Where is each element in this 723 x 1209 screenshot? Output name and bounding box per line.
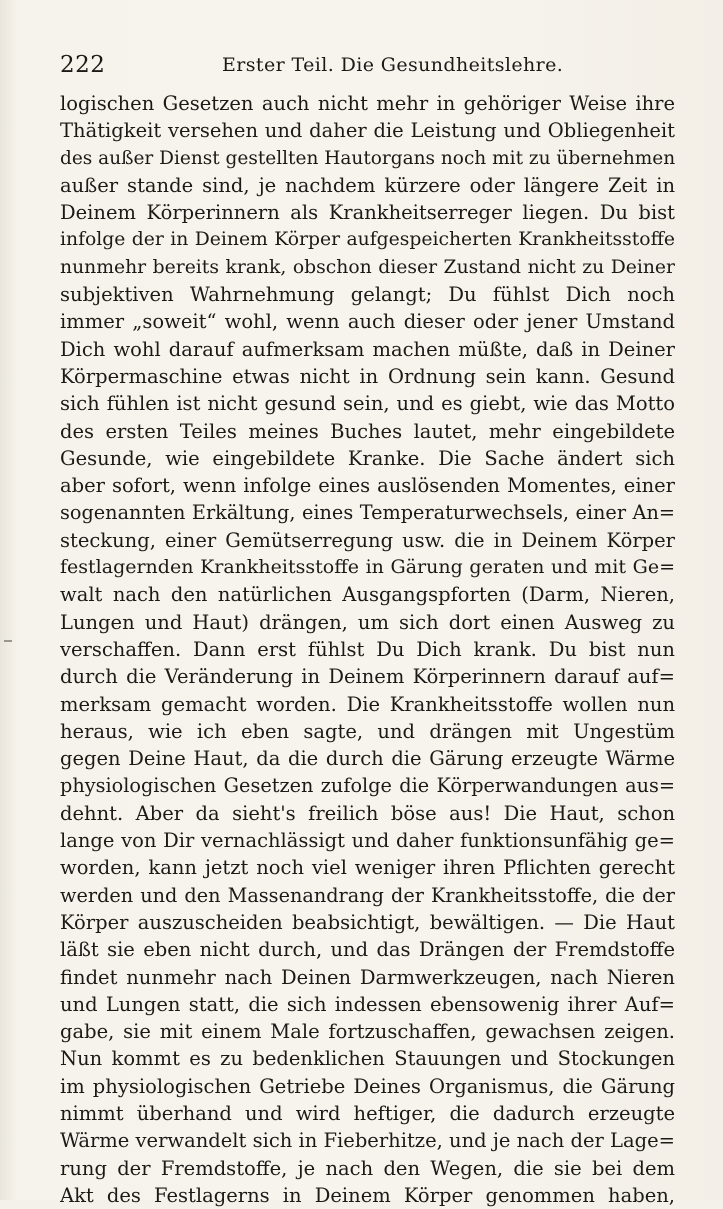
text-line: steckung, einer Gemütserregung usw. die in Deinem Körper	[60, 528, 675, 552]
text-line: Deinem Körperinnern als Krankheitserreger liegen. Du bist	[60, 201, 675, 225]
text-line: Thätigkeit versehen und daher die Leistung und Obliegenheit	[60, 119, 675, 143]
text-line: nimmt überhand und wird heftiger, die dadurch erzeugte	[60, 1101, 675, 1125]
text-line: Lungen und Haut) drängen, um sich dort einen Ausweg zu	[60, 610, 675, 634]
margin-mark	[4, 640, 12, 642]
text-line: gegen Deine Haut, da die durch die Gärung erzeugte Wärme	[60, 747, 675, 771]
text-line: physiologischen Gesetzen zufolge die Körperwandungen aus=	[60, 774, 675, 798]
text-line: des ersten Teiles meines Buches lautet, mehr eingebildete	[60, 419, 675, 443]
text-line: sich fühlen ist nicht gesund sein, und es giebt, wie das Motto	[60, 392, 675, 416]
text-line: Körpermaschine etwas nicht in Ordnung sein kann. Gesund	[60, 364, 675, 388]
text-line: nunmehr bereits krank, obschon dieser Zustand nicht zu Deiner	[60, 256, 675, 278]
text-line: heraus, wie ich eben sagte, und drängen mit Ungestüm	[60, 719, 675, 743]
text-line: gabe, sie mit einem Male fortzuschaffen, gewachsen zeigen.	[60, 1020, 675, 1044]
text-line: werden und den Massenandrang der Krankheitsstoffe, die der	[60, 883, 675, 907]
text-line: infolge der in Deinem Körper aufgespeicherten Krankheitsstoffe	[60, 229, 675, 251]
page-header	[60, 52, 675, 86]
text-line: Akt des Festlagerns in Deinem Körper genommen haben,	[60, 1183, 675, 1207]
text-line: und Lungen statt, die sich indessen ebensowenig ihrer Auf=	[60, 992, 675, 1016]
text-line: Wärme verwandelt sich in Fieberhitze, und je nach der Lage=	[60, 1129, 675, 1153]
text-line: subjektiven Wahrnehmung gelangt; Du fühlst Dich noch	[60, 283, 675, 307]
text-line: verschaffen. Dann erst fühlst Du Dich krank. Du bist nun	[60, 637, 675, 661]
text-line: walt nach den natürlichen Ausgangspforten (Darm, Nieren,	[60, 583, 675, 607]
text-line: des außer Dienst gestellten Hautorgans noch mit zu übernehmen	[60, 147, 675, 169]
text-line: worden, kann jetzt noch viel weniger ihren Pflichten gerecht	[60, 856, 675, 880]
text-line: läßt sie eben nicht durch, und das Drängen der Fremdstoffe	[60, 938, 675, 962]
text-line: Gesunde, wie eingebildete Kranke. Die Sache ändert sich	[60, 446, 675, 470]
text-line: findet nunmehr nach Deinen Darmwerkzeugen, nach Nieren	[60, 965, 675, 989]
text-line: merksam gemacht worden. Die Krankheitsstoffe wollen nun	[60, 692, 675, 716]
text-line: im physiologischen Getriebe Deines Organismus, die Gärung	[60, 1074, 675, 1098]
text-line: immer „soweit“ wohl, wenn auch dieser oder jener Umstand	[60, 310, 675, 334]
text-line: Nun kommt es zu bedenklichen Stauungen und Stockungen	[60, 1047, 675, 1071]
running-head: Erster Teil. Die Gesundheitslehre.	[222, 54, 564, 76]
text-line: durch die Veränderung in Deinem Körperinnern darauf auf=	[60, 665, 675, 689]
text-line: dehnt. Aber da sieht's freilich böse aus! Die Haut, schon	[60, 801, 675, 825]
text-line: aber sofort, wenn infolge eines auslösenden Momentes, einer	[60, 474, 675, 498]
text-line: lange von Dir vernachlässigt und daher funktionsunfähig ge=	[60, 829, 675, 853]
text-line: außer stande sind, je nachdem kürzere oder längere Zeit in	[60, 173, 675, 197]
text-line: rung der Fremdstoffe, je nach den Wegen, die sie bei dem	[60, 1156, 675, 1180]
text-line: Dich wohl darauf aufmerksam machen müßte, daß in Deiner	[60, 337, 675, 361]
text-line: sogenannten Erkältung, eines Temperaturwechsels, einer An=	[60, 501, 675, 525]
text-line: festlagernden Krankheitsstoffe in Gärung geraten und mit Ge=	[60, 556, 675, 579]
text-line: logischen Gesetzen auch nicht mehr in gehöriger Weise ihre	[60, 92, 675, 115]
page-number: 222	[60, 52, 106, 78]
text-line: Körper auszuscheiden beabsichtigt, bewältigen. — Die Haut	[60, 910, 675, 934]
body-text	[60, 90, 675, 1209]
